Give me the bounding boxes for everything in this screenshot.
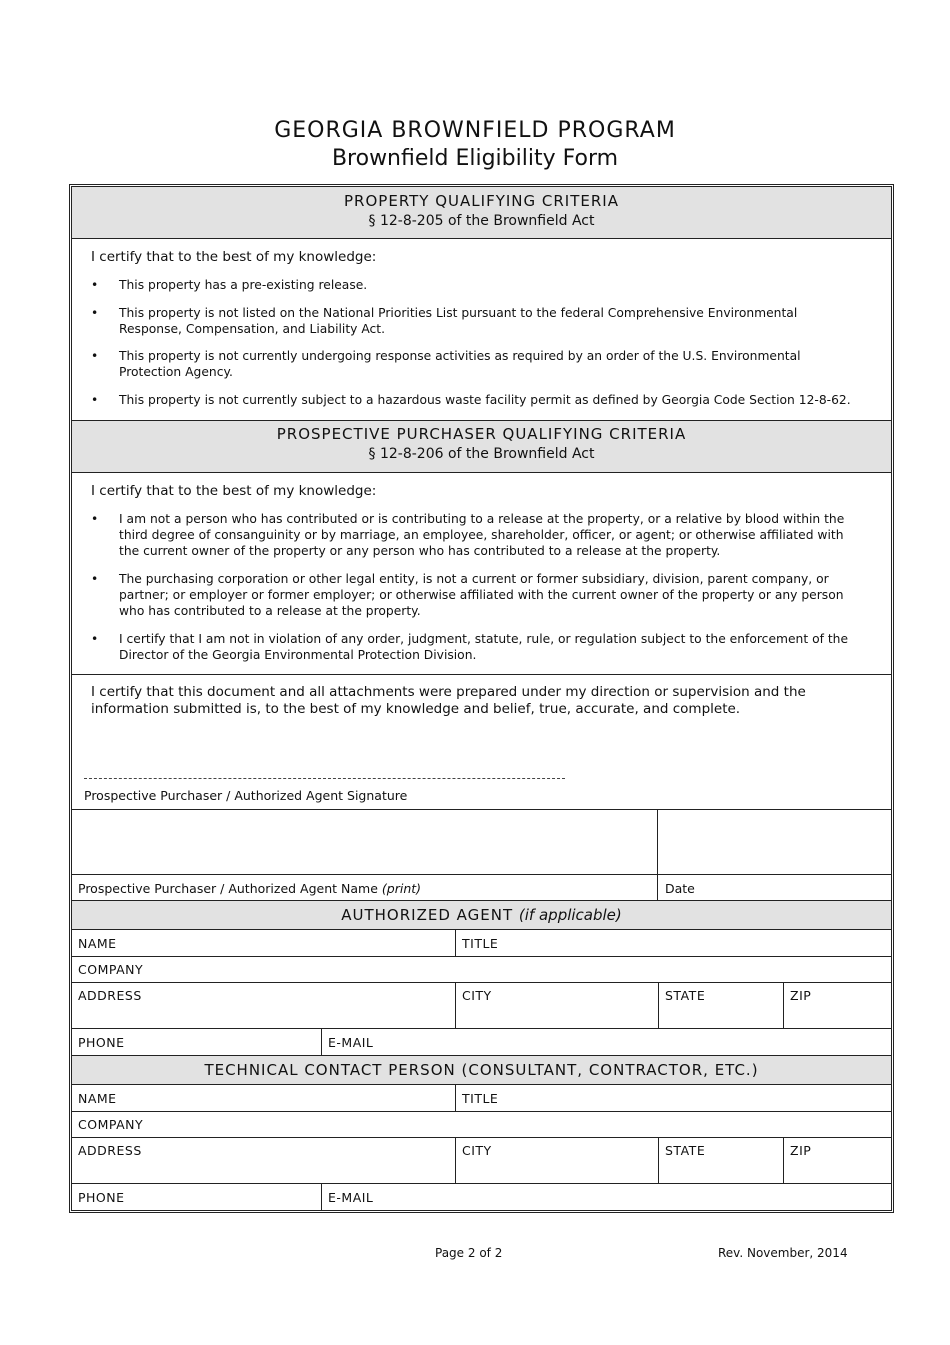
property-criteria-header [72,187,891,238]
divider [783,982,784,1028]
purchaser-criteria-heading: PROSPECTIVE PURCHASER QUALIFYING CRITERIA [276,425,687,443]
bullet-icon: • [91,632,99,646]
contact-title-field[interactable]: TITLE [462,1091,499,1106]
divider [71,472,892,473]
divider [71,929,892,930]
certification-statement: I certify that this document and all attachments were prepared under my direction or supervision and the information submitted is, to the best of my knowledge and belief, true, accurate, and complete. [91,684,806,717]
authorized-agent-heading [72,906,891,924]
printed-name-label-text: Prospective Purchaser / Authorized Agent Name [78,881,378,896]
divider [71,238,892,239]
property-bullet-text: This property is not listed on the National Priorities List pursuant to the federal Comprehensive Environmental Response, Compensation, and Liability Act. [119,306,798,336]
authorized-agent-heading-suffix: (if applicable) [518,906,622,924]
page-number: Page 2 of 2 [435,1246,503,1260]
agent-company-field[interactable]: COMPANY [78,962,144,977]
agent-phone-field[interactable]: PHONE [78,1035,125,1050]
date-label: Date [665,881,695,896]
purchaser-criteria-subheading: § 12-8-206 of the Brownfield Act [368,446,595,462]
contact-email-field[interactable]: E-MAIL [328,1190,374,1205]
contact-city-field[interactable]: CITY [462,1143,492,1158]
agent-name-field[interactable]: NAME [78,936,117,951]
divider [71,1028,892,1029]
form-program-title: GEORGIA BROWNFIELD PROGRAM [274,118,676,143]
technical-contact-heading: TECHNICAL CONTACT PERSON (CONSULTANT, CONTRACTOR, ETC.) [204,1061,759,1079]
property-criteria-subheading: § 12-8-205 of the Brownfield Act [368,213,595,229]
purchaser-criteria-intro: I certify that to the best of my knowledge: [91,483,377,499]
revision-date: Rev. November, 2014 [718,1246,848,1260]
divider [783,1137,784,1183]
divider [321,1183,322,1211]
contact-phone-field[interactable]: PHONE [78,1190,125,1205]
contact-state-field[interactable]: STATE [665,1143,706,1158]
bullet-icon: • [91,306,99,320]
contact-name-field[interactable]: NAME [78,1091,117,1106]
divider [71,1137,892,1138]
purchaser-criteria-header [72,421,891,472]
signature-label: Prospective Purchaser / Authorized Agent Signature [84,788,408,803]
printed-name-field[interactable] [72,810,657,873]
agent-email-field[interactable]: E-MAIL [328,1035,374,1050]
divider [71,674,892,675]
printed-name-label-suffix: (print) [381,881,422,896]
property-bullet-text: This property is not currently subject to a hazardous waste facility permit as defined by Georgia Code Section 12-8-62. [119,393,851,407]
authorized-agent-heading-text: AUTHORIZED AGENT [341,906,514,924]
agent-title-field[interactable]: TITLE [462,936,499,951]
divider [71,1111,892,1112]
contact-company-field[interactable]: COMPANY [78,1117,144,1132]
divider [71,874,892,875]
divider [455,1137,456,1183]
date-field[interactable] [658,810,891,873]
printed-name-label [78,881,421,896]
bullet-icon: • [91,278,99,292]
divider [71,1084,892,1085]
contact-address-field[interactable]: ADDRESS [78,1143,142,1158]
contact-zip-field[interactable]: ZIP [790,1143,812,1158]
agent-address-field[interactable]: ADDRESS [78,988,142,1003]
divider [658,982,659,1028]
form-title: Brownfield Eligibility Form [331,146,619,171]
purchaser-bullet-text: I certify that I am not in violation of any order, judgment, statute, rule, or regulation subject to the enforcement of the Director of the Georgia Environmental Protection Division. [119,632,849,662]
divider [321,1028,322,1055]
property-criteria-heading: PROPERTY QUALIFYING CRITERIA [344,192,619,210]
purchaser-bullet-text: The purchasing corporation or other legal entity, is not a current or former subsidiary, division, parent company, or partner; or employer or former employer; or otherwise affiliated with the current owner of the property or any person who has contributed to a release at the property. [119,572,844,618]
bullet-icon: • [91,572,99,586]
bullet-icon: • [91,349,99,363]
divider [455,982,456,1028]
property-bullet-text: This property is not currently undergoing response activities as required by an order of the U.S. Environmental Protection Agency. [119,349,801,379]
purchaser-bullet-text: I am not a person who has contributed or is contributing to a release at the property, or a relative by blood within the third degree of consanguinity or by marriage, an employee, shareholder, officer, or agent; or otherwise affiliated with the current owner of the property or any person who has contributed to a release at the property. [119,512,845,558]
divider [658,1137,659,1183]
technical-contact-header [72,1056,891,1084]
agent-city-field[interactable]: CITY [462,988,492,1003]
divider [71,956,892,957]
divider [71,982,892,983]
divider [71,1183,892,1184]
agent-state-field[interactable]: STATE [665,988,706,1003]
agent-zip-field[interactable]: ZIP [790,988,812,1003]
property-bullet-text: This property has a pre-existing release. [119,278,368,292]
property-criteria-intro: I certify that to the best of my knowledge: [91,249,377,265]
divider [455,929,456,956]
divider [455,1084,456,1111]
signature-line[interactable] [84,778,565,779]
authorized-agent-header [72,901,891,929]
bullet-icon: • [91,512,99,526]
bullet-icon: • [91,393,99,407]
